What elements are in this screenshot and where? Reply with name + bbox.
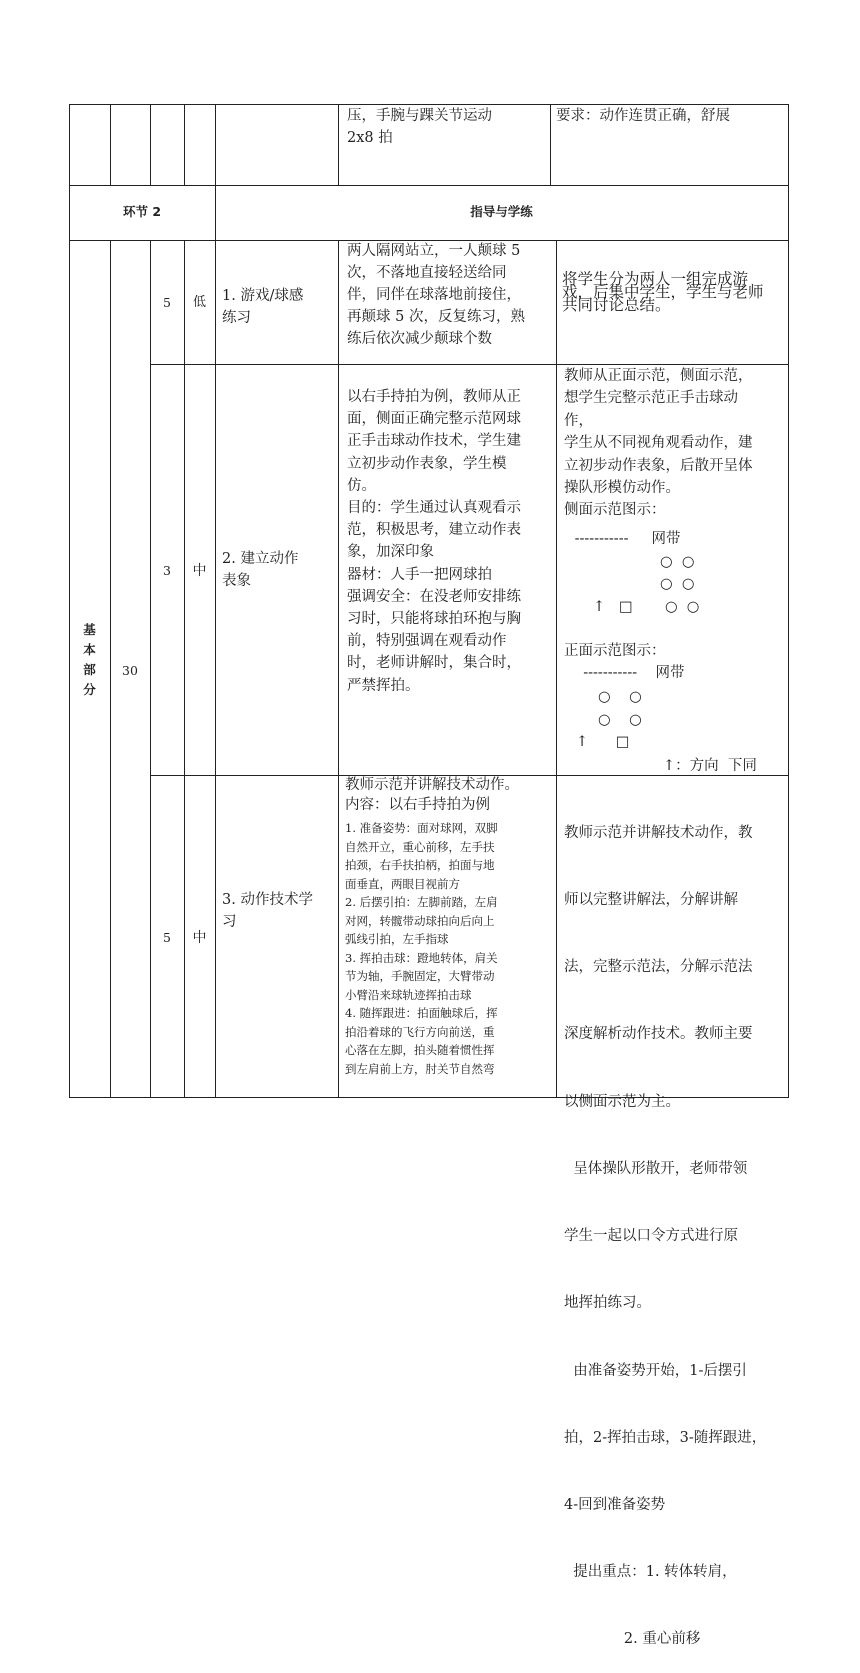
text-line: 呈体操队形散开，老师带领 <box>564 1160 748 1177</box>
text-line: 戏，后集中学生，学生与老师 <box>562 283 764 301</box>
front-diagram-row: ○ ○ <box>598 712 642 728</box>
row1-content <box>347 240 525 350</box>
rule <box>338 104 339 185</box>
row3-content-intro <box>345 775 519 815</box>
text-line: 内容：以右手持拍为例 <box>345 797 490 813</box>
text-line: 对网，转髋带动球拍向后向上 <box>345 913 495 928</box>
row3-title <box>222 889 313 933</box>
rule <box>215 104 216 185</box>
rule <box>110 104 111 185</box>
text-line: 2. 重心前移 <box>564 1631 701 1648</box>
text-line: 深度解析动作技术。教师主要 <box>564 1026 753 1043</box>
side-diagram-row: ○ ○ <box>660 576 695 592</box>
text-line: 到左肩前上方，肘关节自然弯 <box>345 1061 495 1076</box>
row3-content-detail <box>345 819 498 1078</box>
text-line: 习时，只能将球拍环抱与胸 <box>347 611 521 628</box>
text-line: 立初步动作表象，后散开呈体 <box>564 457 753 474</box>
part-char: 分 <box>83 682 96 697</box>
row2-title <box>222 548 298 592</box>
text-line: 严禁挥拍。 <box>347 677 420 694</box>
text-line: 弧线引拍，左手指球 <box>345 932 449 946</box>
text-line: 面，侧面正确完整示范网球 <box>347 411 521 428</box>
text-line: 练习 <box>222 310 251 326</box>
section-right-label: 指导与学练 <box>470 204 533 219</box>
text-line: 学生一起以口令方式进行原 <box>564 1228 738 1245</box>
front-diagram-row: ○ ○ <box>598 689 642 705</box>
text-line: 操队形模仿动作。 <box>564 480 680 497</box>
text-line: 两人隔网站立，一人颠球 5 <box>347 243 521 259</box>
text-line: 提出重点：1. 转体转肩， <box>564 1564 737 1581</box>
section-left-label: 环节 2 <box>122 204 162 219</box>
rule <box>150 104 151 185</box>
row1-intensity: 低 <box>192 295 206 310</box>
text-line: 3. 挥拍击球：蹬地转体，肩关 <box>345 950 498 965</box>
part-char: 本 <box>83 642 96 657</box>
text-line: 1. 游戏/球感 <box>222 288 304 304</box>
side-net-line: ----------- 网带 <box>570 531 681 547</box>
text-line: 1. 准备姿势：面对球网，双脚 <box>345 821 498 835</box>
rule <box>184 104 185 185</box>
rule <box>69 185 789 186</box>
text-line: 表象 <box>222 573 251 589</box>
text-line: 2. 建立动作 <box>222 551 299 567</box>
text-line: 拍，2-挥拍击球，3-随挥跟进， <box>564 1429 767 1446</box>
text-line: 教师示范并讲解技术动作，教 <box>564 824 753 841</box>
text-line: 面垂直，两眼目视前方 <box>345 876 460 891</box>
rule <box>184 240 185 1097</box>
text-line: 心落在左脚，拍头随着惯性挥 <box>345 1043 495 1057</box>
side-diagram-row: ○ ○ <box>660 554 695 570</box>
rule <box>788 104 789 1098</box>
text-line: 教师示范并讲解技术动作。 <box>345 777 519 793</box>
text-line: 压，手腕与踝关节运动 <box>347 108 492 124</box>
text-line: 以右手持拍为例，教师从正 <box>347 389 521 405</box>
text-line: 时，老师讲解时，集合时， <box>347 655 521 672</box>
row1-method <box>562 270 764 314</box>
top-row-content <box>347 105 492 149</box>
text-line: 范，积极思考，建立动作表 <box>347 522 521 539</box>
diagram-legend: ↑：方向 下同 <box>663 758 757 774</box>
rule <box>550 104 551 185</box>
row2-method <box>564 365 753 522</box>
text-line: 由准备姿势开始，1-后摆引 <box>564 1362 747 1379</box>
row2-intensity: 中 <box>192 563 207 579</box>
part-char: 基 <box>83 622 96 637</box>
row2-content <box>347 386 521 697</box>
row3-method <box>564 777 766 1673</box>
text-line: 地挥拍练习。 <box>564 1295 651 1312</box>
row3-time: 5 <box>163 930 171 945</box>
text-line: 强调安全：在没老师安排练 <box>347 588 521 605</box>
text-line: 象，加深印象 <box>347 544 434 561</box>
text-line: 师以完整讲解法，分解讲解 <box>564 892 738 909</box>
text-line: 小臂沿来球轨迹挥拍击球 <box>345 987 472 1002</box>
text-line: 教师从正面示范，侧面示范， <box>564 368 753 384</box>
rule <box>150 240 151 1097</box>
row1-title <box>222 285 303 329</box>
row1-time: 5 <box>163 295 171 310</box>
text-line: 4. 随挥跟进：拍面触球后，挥 <box>345 1006 498 1020</box>
text-line: 学生从不同视角观看动作，建 <box>564 435 753 452</box>
text-line: 练后依次减少颠球个数 <box>347 331 492 347</box>
rule <box>556 240 557 1097</box>
text-line: 立初步动作表象，学生模 <box>347 455 507 472</box>
text-line: 法，完整示范法，分解示范法 <box>564 959 753 976</box>
top-row-method: 要求：动作连贯正确，舒展 <box>556 108 730 124</box>
row2-time: 3 <box>163 563 171 578</box>
text-line: 器材：人手一把网球拍 <box>347 566 492 583</box>
text-line: 拍颈，右手扶拍柄，拍面与地 <box>345 858 495 872</box>
text-line: 将学生分为两人一组完成游 <box>562 270 749 288</box>
text-line: 再颠球 5 次，反复练习，熟 <box>347 309 525 325</box>
text-line: 习 <box>222 914 237 930</box>
text-line: 节为轴，手腕固定，大臂带动 <box>345 969 495 983</box>
rule <box>215 240 216 1097</box>
row3-intensity: 中 <box>192 930 207 946</box>
text-line: 拍沿着球的飞行方向前送，重 <box>345 1024 495 1039</box>
text-line: 仿。 <box>347 477 376 494</box>
part-char: 部 <box>83 662 96 677</box>
text-line: 前，特别强调在观看动作 <box>347 633 507 650</box>
side-diagram-row: ↑ □ ○ ○ <box>593 599 700 615</box>
front-net-line: ----------- 网带 <box>574 665 685 681</box>
text-line: 伴，同伴在球落地前接住， <box>347 287 521 303</box>
text-line: 共同讨论总结。 <box>562 296 671 314</box>
text-line: 次，不落地直接轻送给同 <box>347 265 507 281</box>
text-line: 正手击球动作技术，学生建 <box>347 433 521 450</box>
front-diagram-label: 正面示范图示： <box>564 643 666 659</box>
text-line: 4-回到准备姿势 <box>564 1497 666 1513</box>
text-line: 作， <box>564 412 593 429</box>
text-line: 2. 后摆引拍：左脚前踏，左肩 <box>345 895 498 909</box>
text-line: 目的：学生通过认真观看示 <box>347 500 521 517</box>
part-label <box>69 620 110 700</box>
rule <box>338 240 339 1097</box>
text-line: 3. 动作技术学 <box>222 892 313 908</box>
part-minutes: 30 <box>122 663 138 678</box>
text-line: 2x8 拍 <box>347 130 393 146</box>
text-line: 自然开立，重心前移，左手扶 <box>345 839 495 854</box>
text-line: 以侧面示范为主。 <box>564 1093 680 1110</box>
text-line: 侧面示范图示： <box>564 502 666 519</box>
front-diagram-row: ↑ □ <box>576 734 630 750</box>
text-line: 想学生完整示范正手击球动 <box>564 390 738 407</box>
rule <box>69 104 70 1098</box>
